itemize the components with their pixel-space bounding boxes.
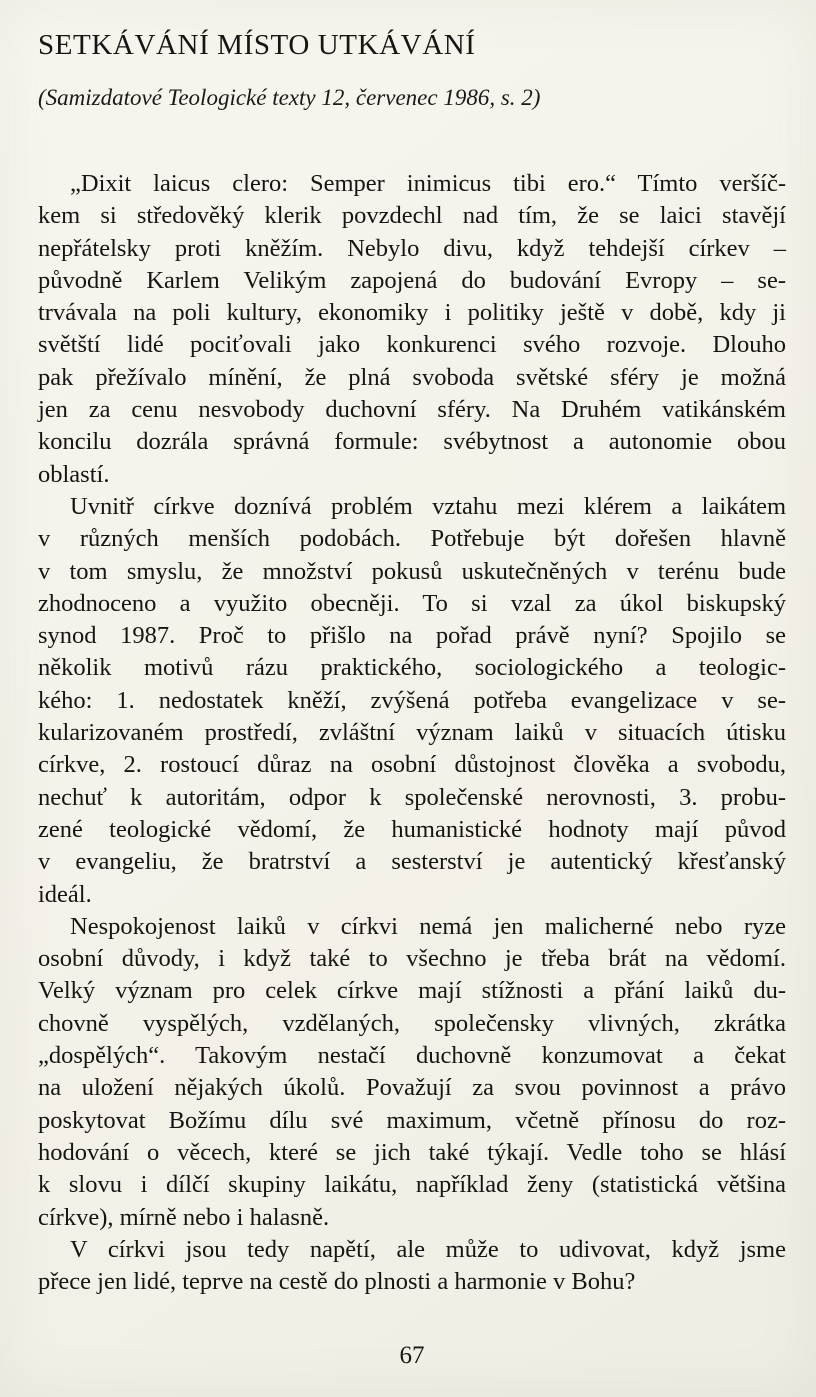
paragraph (38, 491, 786, 911)
text-line: oblastí. (38, 460, 110, 488)
text-line: v evangeliu, že bratrství a sesterství je autentický křesťanský (38, 848, 786, 876)
text-line: nechuť k autoritám, odpor k společenské nerovnosti, 3. probu- (38, 783, 786, 811)
text-line: církve), mírně nebo i halasně. (38, 1203, 330, 1231)
text-line: kularizovaném prostředí, zvláštní význam laiků v situacích útisku (38, 719, 786, 747)
text-line: na uložení nějakých úkolů. Považují za svou povinnost a právo (38, 1074, 786, 1102)
page-number: 67 (399, 1342, 425, 1370)
text-line: kého: 1. nedostatek kněží, zvýšená potřeba evangelizace v se- (38, 686, 786, 714)
text-line: Velký význam pro celek církve mají stížnosti a přání laiků du- (38, 977, 786, 1005)
text-line: původně Karlem Velikým zapojená do budování Evropy – se- (38, 266, 786, 294)
text-line: synod 1987. Proč to přišlo na pořad právě nyní? Spojilo se (38, 622, 786, 650)
text-line: koncilu dozrála správná formule: svébytnost a autonomie obou (38, 428, 786, 456)
text-line: Nespokojenost laiků v církvi nemá jen malicherné nebo ryze (70, 912, 786, 940)
text-line: v různých menších podobách. Potřebuje být dořešen hlavně (38, 525, 786, 553)
text-line: Uvnitř církve doznívá problém vztahu mezi klérem a laikátem (70, 492, 786, 520)
paragraph (38, 1234, 786, 1299)
text-line: hodování o věcech, které se jich také týkají. Vedle toho se hlásí (38, 1138, 786, 1166)
text-line: V církvi jsou tedy napětí, ale může to udivovat, když jsme (70, 1235, 786, 1263)
body-text (38, 168, 786, 1298)
text-line: v tom smyslu, že množství pokusů uskutečněných v terénu bude (38, 557, 786, 585)
paragraph (38, 911, 786, 1234)
page-title: SETKÁVÁNÍ MÍSTO UTKÁVÁNÍ (38, 29, 476, 61)
source-citation: (Samizdatové Teologické texty 12, červenec 1986, s. 2) (38, 85, 541, 110)
text-line: „dospělých“. Takovým nestačí duchovně konzumovat a čekat (38, 1042, 786, 1070)
text-line: jen za cenu nesvobody duchovní sféry. Na Druhém vatikánském (38, 396, 786, 424)
text-line: ideál. (38, 880, 92, 908)
text-line: církve, 2. rostoucí důraz na osobní důstojnost člověka a svobodu, (38, 751, 786, 779)
text-line: chovně vyspělých, vzdělaných, společensky vlivných, zkrátka (38, 1009, 786, 1037)
text-line: „Dixit laicus clero: Semper inimicus tibi ero.“ Tímto veršíč- (70, 170, 786, 197)
text-line: poskytovat Božímu dílu své maximum, včetně přínosu do roz- (38, 1106, 786, 1134)
text-line: kem si středověký klerik povzdechl nad tím, že se laici stavějí (38, 202, 786, 230)
text-line: zené teologické vědomí, že humanistické hodnoty mají původ (38, 815, 786, 843)
text-line: pak přežívalo mínění, že plná svoboda světské sféry je možná (38, 363, 786, 391)
text-line: zhodnoceno a využito obecněji. To si vzal za úkol biskupský (38, 589, 786, 617)
text-line: přece jen lidé, teprve na cestě do plnosti a harmonie v Bohu? (38, 1268, 636, 1296)
text-line: k slovu i dílčí skupiny laikátu, například ženy (statistická většina (38, 1171, 786, 1199)
text-line: osobní důvody, i když také to všechno je třeba brát na vědomí. (38, 945, 786, 973)
text-line: trvávala na poli kultury, ekonomiky i politiky ještě v době, kdy ji (38, 299, 786, 327)
paragraph (38, 168, 786, 491)
text-line: nepřátelsky proti kněžím. Nebylo divu, když tehdejší církev – (38, 234, 786, 262)
text-line: světští lidé pociťovali jako konkurenci svého rozvoje. Dlouho (38, 331, 786, 359)
text-line: několik motivů rázu praktického, sociologického a teologic- (38, 654, 786, 682)
